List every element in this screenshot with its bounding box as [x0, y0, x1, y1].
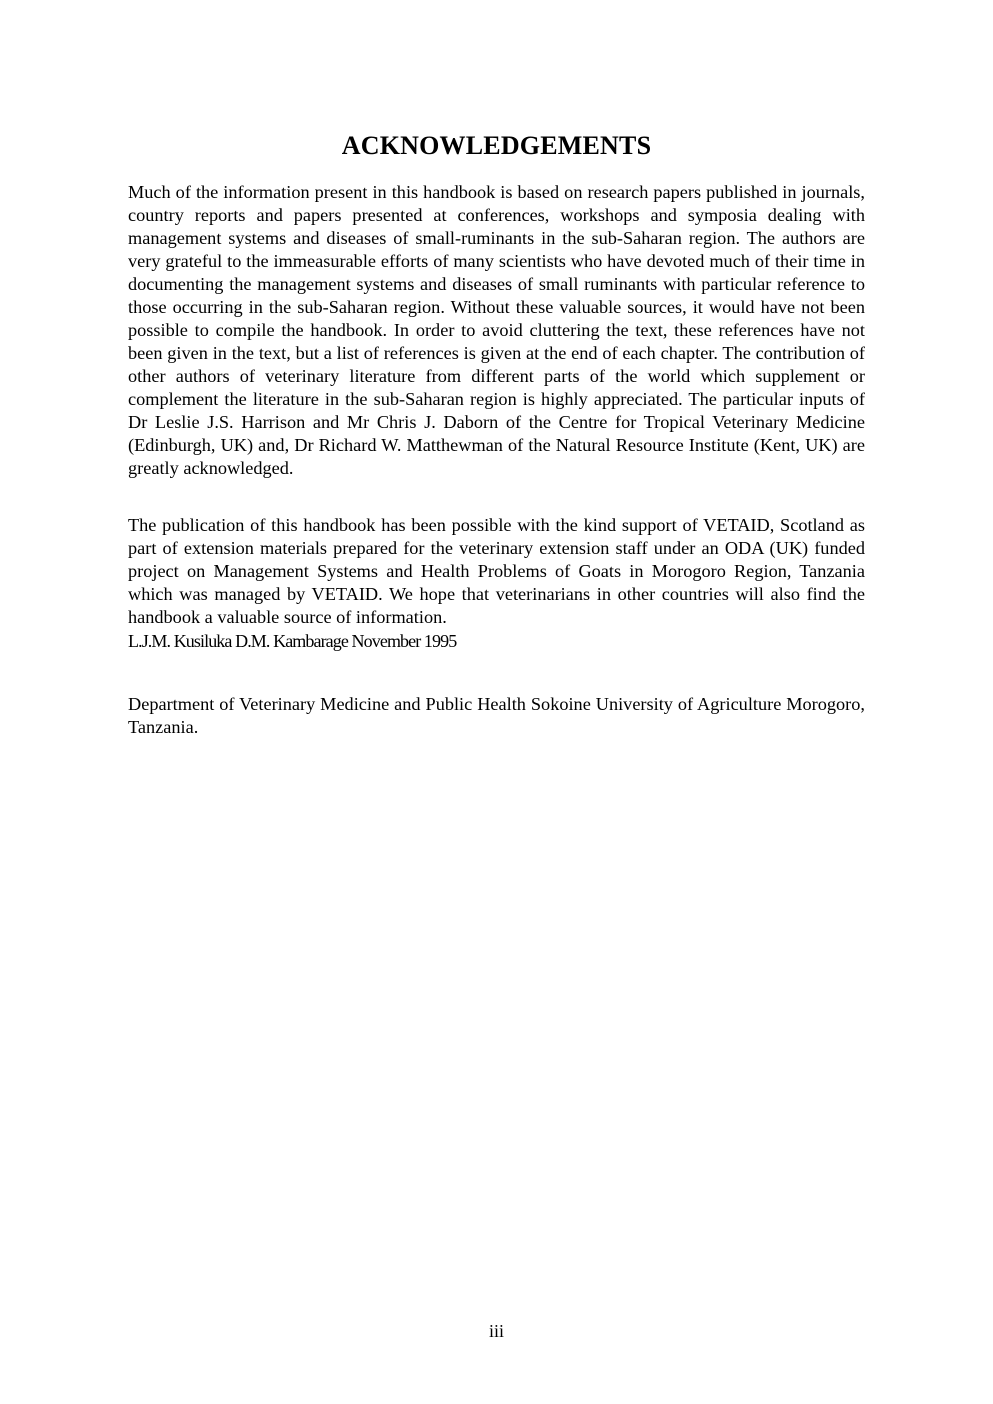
acknowledgement-paragraph-1: Much of the information present in this handbook is based on research papers published in journals, country reports and papers presented at conferences, workshops and symposia dealing with management systems and diseases of small-ruminants in the sub-Saharan region. The authors are very grateful to the immeasurable efforts of many scientists who have devoted much of their time in documenting the management systems and diseases of small ruminants with particular reference to those occurring in the sub-Saharan region. Without these valuable sources, it would have not been possible to compile the handbook. In order to avoid cluttering the text, these references have not been given in the text, but a list of references is given at the end of each chapter. The contribution of other authors of veterinary literature from different parts of the world which supplement or complement the literature in the sub-Saharan region is highly appreciated. The particular inputs of Dr Leslie J.S. Harrison and Mr Chris J. Daborn of the Centre for Tropical Veterinary Medicine (Edinburgh, UK) and, Dr Richard W. Matthewman of the Natural Resource Institute (Kent, UK) are greatly acknowledged.: [128, 182, 865, 478]
acknowledgement-paragraph-2: The publication of this handbook has been possible with the kind support of VETAID, Scotland as part of extension materials prepared for the veterinary extension staff under an ODA (UK) funded project on Management Systems and Health Problems of Goats in Morogoro Region, Tanzania which was managed by VETAID. We hope that veterinarians in other countries will also find the handbook a valuable source of information.: [128, 515, 865, 627]
page-title: ACKNOWLEDGEMENTS: [341, 131, 652, 160]
author-signature-line: L.J.M. Kusiluka D.M. Kambarage November 1995: [128, 631, 457, 651]
page-number: iii: [488, 1321, 504, 1341]
author-affiliation-address: Department of Veterinary Medicine and Public Health Sokoine University of Agriculture Morogoro, Tanzania.: [128, 694, 865, 737]
